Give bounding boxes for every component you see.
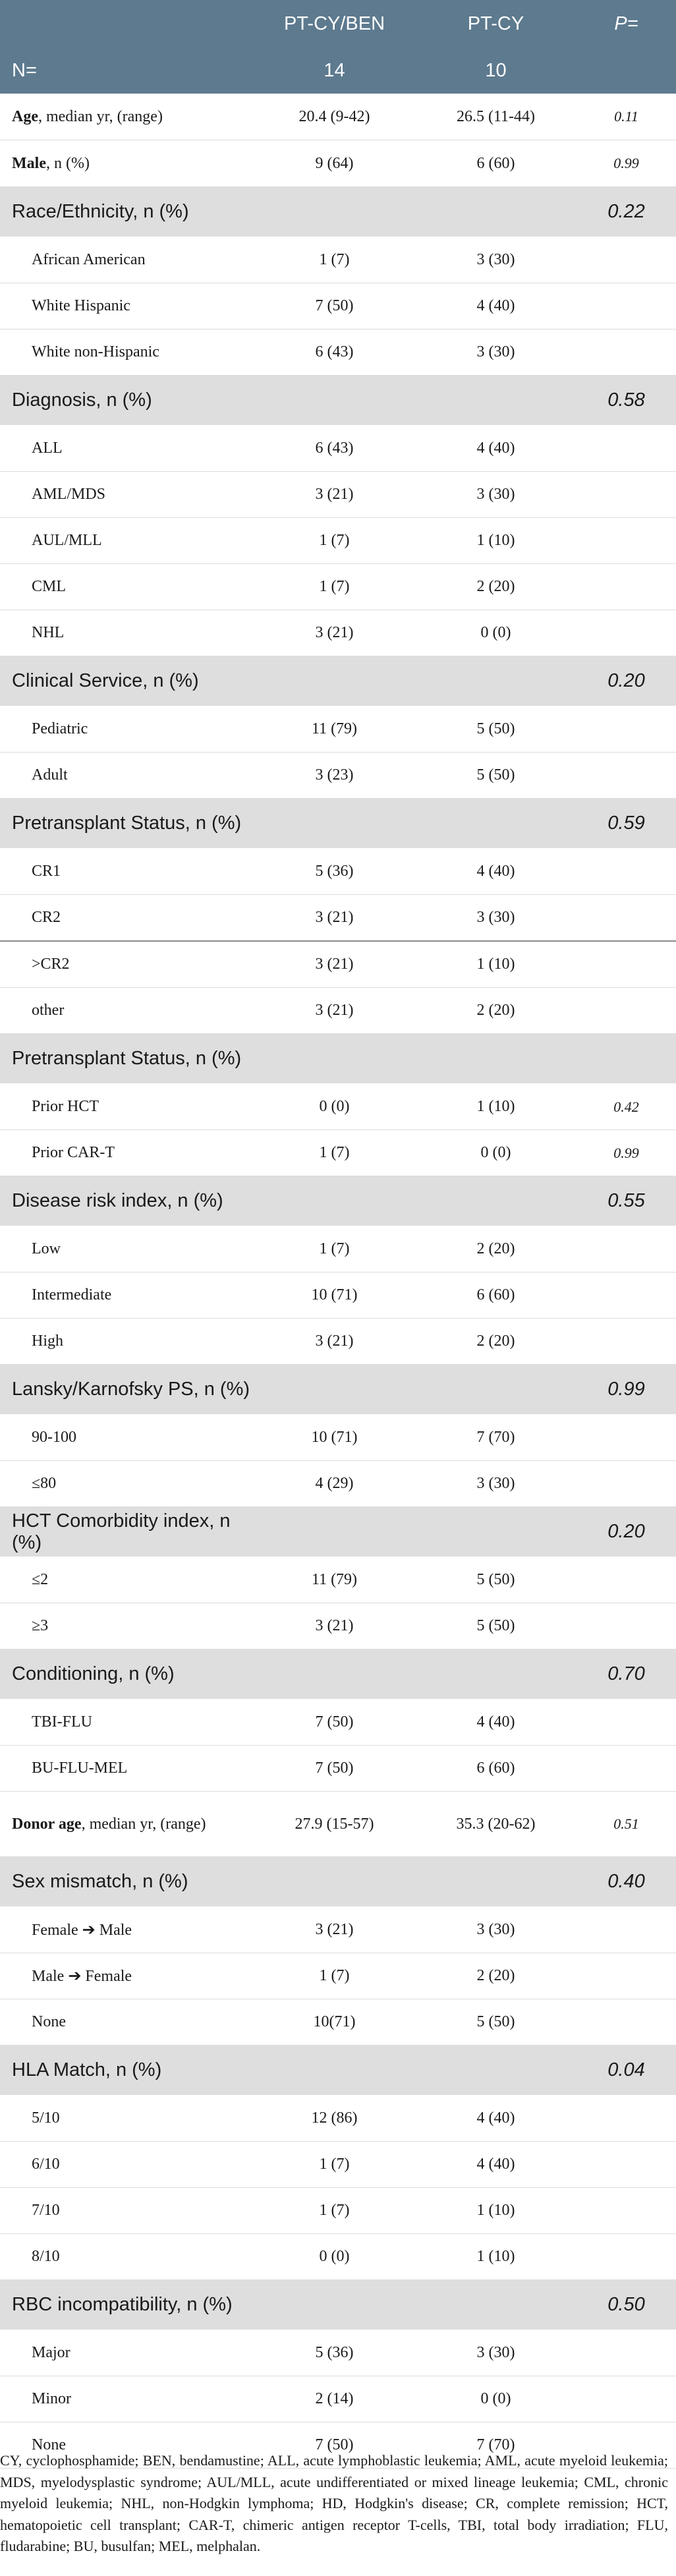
table-row [0, 1999, 676, 2046]
section-p-value: 0.70 [577, 1649, 676, 1700]
row-pt-cy: 5 (50) [415, 1999, 577, 2046]
donor-age-pt-cy: 35.3 (20-62) [415, 1792, 577, 1857]
row-pt-cy-ben: 3 (21) [254, 941, 415, 988]
section-title: RBC incompatibility, n (%) [0, 2280, 254, 2330]
row-label: ALL [0, 426, 254, 472]
row-label: ≥3 [0, 1603, 254, 1649]
row-pt-cy-ben: 1 (7) [254, 2188, 415, 2234]
row-pt-cy-ben: 7 (50) [254, 2422, 415, 2469]
section-p-value: 0.55 [577, 1176, 676, 1226]
row-pt-cy-ben: 7 (50) [254, 1700, 415, 1746]
row-p-value [577, 1953, 676, 1999]
row-label: White Hispanic [0, 283, 254, 329]
row-p-value [577, 1603, 676, 1649]
row-pt-cy: 1 (10) [415, 2188, 577, 2234]
row-pt-cy-ben: 1 (7) [254, 1130, 415, 1176]
donor-age-pt-cy-ben: 27.9 (15-57) [254, 1792, 415, 1857]
section-title: Clinical Service, n (%) [0, 656, 254, 706]
row-p-value [577, 753, 676, 799]
row-p-value [577, 2376, 676, 2422]
section-race-ethnicity [0, 187, 676, 237]
row-pt-cy-ben: 3 (21) [254, 1319, 415, 1365]
table-row [0, 1953, 676, 1999]
n-pt-cy: 10 [415, 47, 577, 94]
section-title: Sex mismatch, n (%) [0, 1857, 254, 1907]
row-p-value: 0.42 [577, 1084, 676, 1130]
age-pt-cy-ben: 20.4 (9-42) [254, 94, 415, 140]
table-footnote: CY, cyclophosphamide; BEN, bendamustine; ALL, acute lymphoblastic leukemia; AML, acute myeloid leukemia; MDS, myelodysplastic syndrome; AUL/MLL, acute undifferentiated or mixed lineage leukemia; CML, chronic myeloid leukemia; NHL, non-Hodgkin lymphoma; HD, Hodgkin's disease; CR, complete remission; HCT, hematopoietic cell transplant; CAR-T, chimeric antigen receptor T-cells, TBI, total body irradiation; FLU, fludarabine; BU, busulfan; MEL, melphalan. [0, 2452, 668, 2554]
row-pt-cy: 1 (10) [415, 941, 577, 988]
table-row [0, 706, 676, 753]
n-label: N= [0, 47, 254, 94]
row-pt-cy-ben: 3 (21) [254, 895, 415, 942]
section-title: Lansky/Karnofsky PS, n (%) [0, 1365, 254, 1415]
row-label: Intermediate [0, 1273, 254, 1319]
row-p-value [577, 1273, 676, 1319]
row-pt-cy-ben: 3 (21) [254, 988, 415, 1034]
section-p-value: 0.99 [577, 1365, 676, 1415]
row-label: >CR2 [0, 941, 254, 988]
row-pt-cy: 2 (20) [415, 1319, 577, 1365]
row-label: CR1 [0, 849, 254, 895]
row-p-value [577, 283, 676, 329]
row-label: ≤2 [0, 1557, 254, 1603]
table-row [0, 472, 676, 518]
table-row [0, 564, 676, 610]
section-title: HCT Comorbidity index, n (%) [0, 1507, 254, 1557]
table-row [0, 1746, 676, 1792]
row-label: ≤80 [0, 1461, 254, 1507]
row-pt-cy: 1 (10) [415, 1084, 577, 1130]
right-arrow-icon: ➔ [68, 1968, 82, 1985]
table-row [0, 329, 676, 376]
section-hla-match [0, 2046, 676, 2096]
row-pt-cy: 2 (20) [415, 564, 577, 610]
row-label: Prior CAR-T [0, 1130, 254, 1176]
row-label: None [0, 2422, 254, 2469]
row-pt-cy: 7 (70) [415, 1415, 577, 1461]
row-label: 5/10 [0, 2096, 254, 2142]
age-row [0, 94, 676, 140]
row-p-value [577, 426, 676, 472]
row-pt-cy-ben: 4 (29) [254, 1461, 415, 1507]
row-pt-cy-ben: 11 (79) [254, 706, 415, 753]
row-p-value [577, 2234, 676, 2280]
row-pt-cy-ben: 5 (36) [254, 849, 415, 895]
row-pt-cy: 6 (60) [415, 1273, 577, 1319]
table-row [0, 518, 676, 564]
row-p-value: 0.99 [577, 1130, 676, 1176]
row-p-value [577, 941, 676, 988]
donor-age-row [0, 1792, 676, 1857]
male-p-value: 0.99 [577, 140, 676, 187]
section-p-value: 0.40 [577, 1857, 676, 1907]
row-pt-cy: 1 (10) [415, 2234, 577, 2280]
row-label: CR2 [0, 895, 254, 942]
row-pt-cy: 1 (10) [415, 518, 577, 564]
row-label: CML [0, 564, 254, 610]
row-label: 7/10 [0, 2188, 254, 2234]
table-row [0, 1461, 676, 1507]
row-pt-cy-ben: 3 (21) [254, 610, 415, 656]
row-label: AUL/MLL [0, 518, 254, 564]
table-row [0, 2188, 676, 2234]
table-row [0, 283, 676, 329]
row-p-value [577, 1415, 676, 1461]
table-row [0, 1603, 676, 1649]
table-row [0, 1700, 676, 1746]
row-p-value [577, 1999, 676, 2046]
table-row [0, 1084, 676, 1130]
row-p-value [577, 2096, 676, 2142]
row-label: 8/10 [0, 2234, 254, 2280]
row-pt-cy-ben: 3 (21) [254, 1603, 415, 1649]
table-header-row [0, 0, 676, 47]
row-label: NHL [0, 610, 254, 656]
header-pt-cy-ben: PT-CY/BEN [254, 0, 415, 47]
row-pt-cy-ben: 1 (7) [254, 1953, 415, 1999]
row-label: Adult [0, 753, 254, 799]
row-p-value [577, 1226, 676, 1273]
table-row [0, 2376, 676, 2422]
row-p-value [577, 895, 676, 942]
row-pt-cy-ben: 0 (0) [254, 2234, 415, 2280]
row-label: 6/10 [0, 2142, 254, 2188]
row-pt-cy-ben: 6 (43) [254, 329, 415, 376]
row-pt-cy: 4 (40) [415, 1700, 577, 1746]
row-pt-cy: 4 (40) [415, 283, 577, 329]
section-rbc-incompatibility [0, 2280, 676, 2330]
row-pt-cy-ben: 12 (86) [254, 2096, 415, 2142]
row-p-value [577, 1319, 676, 1365]
row-p-value [577, 1746, 676, 1792]
row-p-value [577, 988, 676, 1034]
male-pt-cy-ben: 9 (64) [254, 140, 415, 187]
row-label: Male ➔ Female [0, 1953, 254, 1999]
section-clinical-service [0, 656, 676, 706]
row-label: Minor [0, 2376, 254, 2422]
row-p-value [577, 610, 676, 656]
section-lansky-karnofsky [0, 1365, 676, 1415]
section-pretransplant-status [0, 799, 676, 849]
row-p-value [577, 706, 676, 753]
row-p-value [577, 1907, 676, 1953]
male-pt-cy: 6 (60) [415, 140, 577, 187]
row-pt-cy-ben: 1 (7) [254, 2142, 415, 2188]
row-pt-cy-ben: 10 (71) [254, 1415, 415, 1461]
row-pt-cy-ben: 5 (36) [254, 2330, 415, 2376]
row-pt-cy: 3 (30) [415, 237, 577, 283]
section-pretransplant-status-prior [0, 1034, 676, 1084]
row-pt-cy: 7 (70) [415, 2422, 577, 2469]
row-pt-cy: 2 (20) [415, 1226, 577, 1273]
age-label: Age, median yr, (range) [0, 94, 254, 140]
row-pt-cy: 4 (40) [415, 849, 577, 895]
row-label: BU-FLU-MEL [0, 1746, 254, 1792]
male-label: Male, n (%) [0, 140, 254, 187]
section-diagnosis [0, 376, 676, 426]
table-row [0, 2330, 676, 2376]
table-row [0, 988, 676, 1034]
row-label: High [0, 1319, 254, 1365]
table-row [0, 2234, 676, 2280]
table-row [0, 895, 676, 942]
section-title: HLA Match, n (%) [0, 2046, 254, 2096]
header-pt-cy: PT-CY [415, 0, 577, 47]
row-pt-cy: 3 (30) [415, 472, 577, 518]
section-p-value: 0.20 [577, 656, 676, 706]
row-pt-cy-ben: 1 (7) [254, 564, 415, 610]
row-label: African American [0, 237, 254, 283]
row-pt-cy: 3 (30) [415, 329, 577, 376]
row-pt-cy: 0 (0) [415, 1130, 577, 1176]
row-p-value [577, 1461, 676, 1507]
age-pt-cy: 26.5 (11-44) [415, 94, 577, 140]
table-row [0, 2096, 676, 2142]
section-title: Race/Ethnicity, n (%) [0, 187, 254, 237]
section-sex-mismatch [0, 1857, 676, 1907]
row-pt-cy-ben: 6 (43) [254, 426, 415, 472]
n-p-value [577, 47, 676, 94]
row-pt-cy: 3 (30) [415, 2330, 577, 2376]
donor-age-label: Donor age, median yr, (range) [0, 1792, 254, 1857]
row-label: 90-100 [0, 1415, 254, 1461]
section-p-value: 0.58 [577, 376, 676, 426]
row-p-value [577, 2142, 676, 2188]
table-row [0, 237, 676, 283]
table-row [0, 1415, 676, 1461]
row-pt-cy-ben: 10(71) [254, 1999, 415, 2046]
row-pt-cy-ben: 7 (50) [254, 283, 415, 329]
table-row [0, 1557, 676, 1603]
table-row [0, 1273, 676, 1319]
row-p-value [577, 2330, 676, 2376]
table-row [0, 753, 676, 799]
section-p-value: 0.22 [577, 187, 676, 237]
row-label: AML/MDS [0, 472, 254, 518]
row-pt-cy-ben: 1 (7) [254, 237, 415, 283]
row-pt-cy-ben: 0 (0) [254, 1084, 415, 1130]
row-pt-cy: 0 (0) [415, 2376, 577, 2422]
row-p-value [577, 329, 676, 376]
row-pt-cy-ben: 3 (21) [254, 1907, 415, 1953]
row-p-value [577, 564, 676, 610]
row-pt-cy: 5 (50) [415, 753, 577, 799]
table-row [0, 2142, 676, 2188]
section-title: Pretransplant Status, n (%) [0, 799, 254, 849]
table-row [0, 1319, 676, 1365]
row-pt-cy: 0 (0) [415, 610, 577, 656]
section-conditioning [0, 1649, 676, 1700]
n-row [0, 47, 676, 94]
row-label: Low [0, 1226, 254, 1273]
row-p-value [577, 237, 676, 283]
table-row [0, 941, 676, 988]
section-p-value: 0.50 [577, 2280, 676, 2330]
row-label: None [0, 1999, 254, 2046]
row-pt-cy: 3 (30) [415, 1907, 577, 1953]
header-label-cell [0, 0, 254, 47]
row-p-value [577, 1700, 676, 1746]
table-row [0, 426, 676, 472]
row-label: TBI-FLU [0, 1700, 254, 1746]
donor-age-p-value: 0.51 [577, 1792, 676, 1857]
section-title: Conditioning, n (%) [0, 1649, 254, 1700]
row-pt-cy-ben: 11 (79) [254, 1557, 415, 1603]
row-p-value [577, 472, 676, 518]
row-pt-cy-ben: 1 (7) [254, 518, 415, 564]
table-row [0, 610, 676, 656]
section-title: Diagnosis, n (%) [0, 376, 254, 426]
row-pt-cy: 6 (60) [415, 1746, 577, 1792]
row-pt-cy: 3 (30) [415, 1461, 577, 1507]
row-label: Pediatric [0, 706, 254, 753]
row-pt-cy: 5 (50) [415, 706, 577, 753]
row-pt-cy-ben: 10 (71) [254, 1273, 415, 1319]
row-pt-cy: 5 (50) [415, 1603, 577, 1649]
row-pt-cy-ben: 1 (7) [254, 1226, 415, 1273]
table-row [0, 1130, 676, 1176]
row-pt-cy: 3 (30) [415, 895, 577, 942]
row-label: Major [0, 2330, 254, 2376]
row-pt-cy: 4 (40) [415, 2142, 577, 2188]
row-pt-cy-ben: 2 (14) [254, 2376, 415, 2422]
age-p-value: 0.11 [577, 94, 676, 140]
table-row [0, 1907, 676, 1953]
row-pt-cy-ben: 3 (21) [254, 472, 415, 518]
row-pt-cy-ben: 3 (23) [254, 753, 415, 799]
section-hct-comorbidity-index [0, 1507, 676, 1557]
row-pt-cy: 5 (50) [415, 1557, 577, 1603]
header-p-value: P= [577, 0, 676, 47]
row-label: White non-Hispanic [0, 329, 254, 376]
row-pt-cy: 4 (40) [415, 2096, 577, 2142]
row-p-value [577, 2188, 676, 2234]
row-label: other [0, 988, 254, 1034]
row-pt-cy: 2 (20) [415, 988, 577, 1034]
row-label: Prior HCT [0, 1084, 254, 1130]
row-p-value [577, 518, 676, 564]
section-p-value: 0.59 [577, 799, 676, 849]
row-label: Female ➔ Male [0, 1907, 254, 1953]
row-pt-cy-ben: 7 (50) [254, 1746, 415, 1792]
section-p-value: 0.04 [577, 2046, 676, 2096]
row-pt-cy: 4 (40) [415, 426, 577, 472]
section-title: Pretransplant Status, n (%) [0, 1034, 254, 1084]
male-row [0, 140, 676, 187]
right-arrow-icon: ➔ [82, 1922, 96, 1939]
row-pt-cy: 2 (20) [415, 1953, 577, 1999]
row-p-value [577, 1557, 676, 1603]
section-p-value: 0.20 [577, 1507, 676, 1557]
n-pt-cy-ben: 14 [254, 47, 415, 94]
table-row [0, 849, 676, 895]
section-disease-risk-index [0, 1176, 676, 1226]
row-p-value [577, 849, 676, 895]
section-title: Disease risk index, n (%) [0, 1176, 254, 1226]
table-row [0, 1226, 676, 1273]
section-p-value [577, 1034, 676, 1084]
